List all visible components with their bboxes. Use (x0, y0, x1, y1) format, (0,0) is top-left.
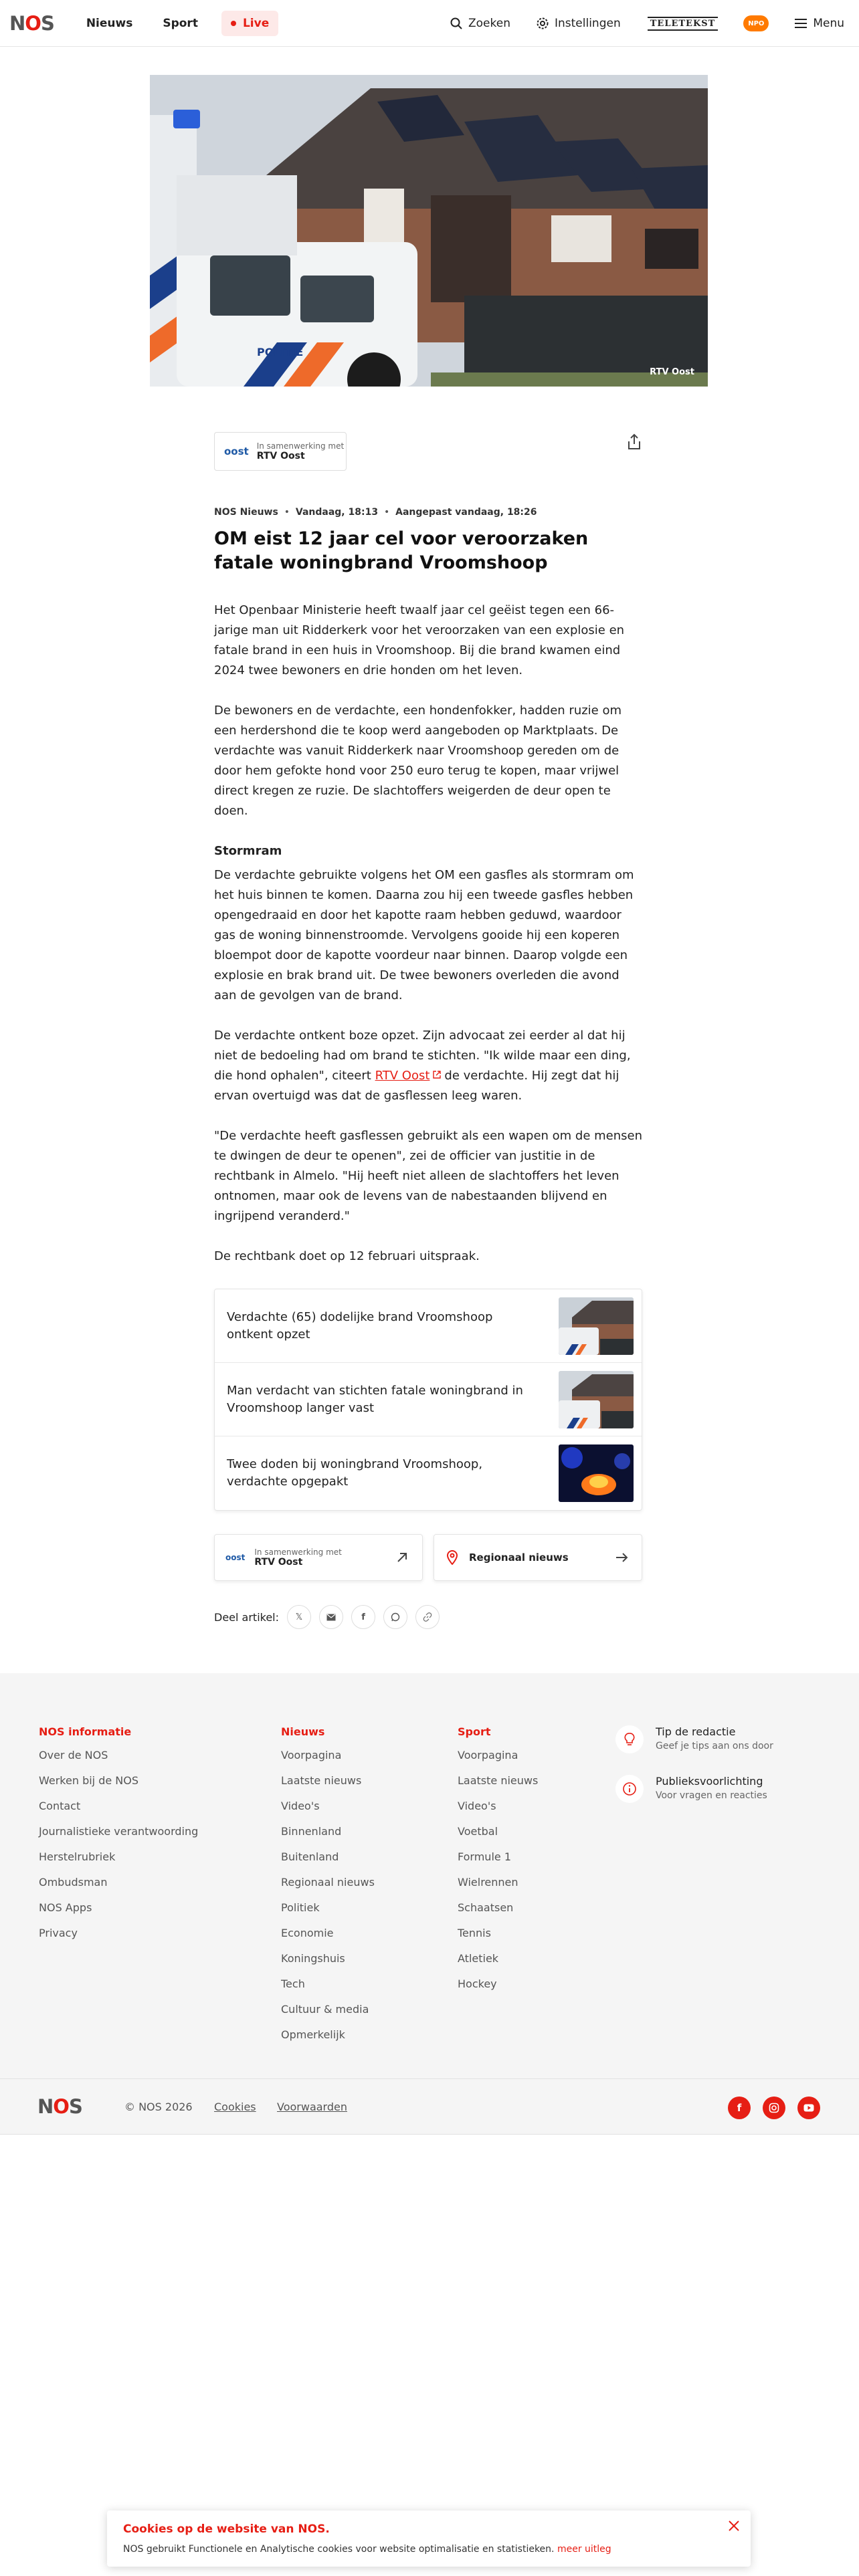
hamburger-icon (794, 18, 807, 29)
footer-heading: Nieuws (281, 1725, 325, 1738)
related-thumbnail (559, 1444, 634, 1502)
partner-text (257, 441, 344, 461)
footer-link[interactable]: Herstelrubriek (39, 1850, 116, 1863)
cookie-title: Cookies op de website van NOS. (123, 2523, 330, 2536)
footer-link[interactable]: Cultuur & media (281, 2003, 369, 2016)
terms-link[interactable]: Voorwaarden (277, 2101, 347, 2113)
teletekst-logo[interactable]: TELETEKST (648, 17, 719, 31)
footer-link[interactable]: Contact (39, 1800, 81, 1812)
image-credit: RTV Oost (650, 367, 694, 377)
tip-text (656, 1725, 773, 1751)
footer-bottom-bar (0, 2078, 859, 2135)
tip-subtitle: Voor vragen en reacties (656, 1790, 767, 1801)
main-nav (86, 11, 278, 36)
footer-link[interactable]: Tech (281, 1977, 305, 1990)
footer (0, 1673, 859, 2078)
search-button[interactable] (450, 17, 510, 30)
youtube-social-button[interactable] (797, 2097, 820, 2119)
meta-separator: • (281, 507, 296, 518)
publieksvoorlichting-link[interactable] (615, 1775, 767, 1803)
footer-link[interactable]: Schaatsen (458, 1901, 514, 1914)
footer-link[interactable]: Economie (281, 1927, 334, 1939)
paragraph: De bewoners en de verdachte, een hondenfokker, hadden ruzie om een herdershond die te koop werd aangeboden op Marktplaats. De verdachte was vanuit Ridderkerk naar Vroomshoop gereden om de door hem gefokte hond voor 250 euro terug te kopen, maar vrijwel direct kregen ze ruzie. De slachtoffers weigerden de deur open te doen. (214, 704, 622, 818)
share-row (214, 1605, 448, 1629)
nav-item-nieuws[interactable]: Nieuws (86, 16, 133, 30)
related-articles (214, 1289, 642, 1511)
published-time: Vandaag, 18:13 (295, 507, 379, 518)
tip-subtitle: Geef je tips aan ons door (656, 1741, 773, 1751)
footer-link[interactable]: Atletiek (458, 1952, 499, 1965)
copy-link-button[interactable] (415, 1605, 440, 1629)
footer-link[interactable]: Wielrennen (458, 1876, 518, 1889)
search-label: Zoeken (468, 17, 510, 30)
paragraph: De rechtbank doet op 12 februari uitspraak. (214, 1249, 480, 1263)
share-icon (626, 433, 642, 451)
footer-link[interactable]: Buitenland (281, 1850, 339, 1863)
cookie-text (123, 2544, 611, 2555)
rtv-oost-logo: oost (225, 1553, 246, 1562)
live-dot-icon (231, 21, 236, 26)
footer-link[interactable]: Binnenland (281, 1825, 342, 1838)
related-title: Man verdacht van stichten fatale woningbrand in Vroomshoop langer vast (227, 1383, 523, 1415)
share-x-button[interactable] (287, 1605, 311, 1629)
footer-link[interactable]: Hockey (458, 1977, 497, 1990)
related-title: Twee doden bij woningbrand Vroomshoop, verdachte opgepakt (227, 1457, 483, 1489)
tip-title: Tip de redactie (656, 1725, 736, 1738)
hero-image (150, 75, 708, 387)
paragraph-text: de verdachte. Hij zegt dat hij ervan overtuigd was dat de gasflessen leeg waren. (214, 1069, 619, 1103)
cookie-more-link[interactable]: meer uitleg (557, 2544, 611, 2555)
facebook-social-button[interactable] (728, 2097, 751, 2119)
footer-link[interactable]: Video's (281, 1800, 320, 1812)
cookie-banner (107, 2510, 751, 2567)
article-source: NOS Nieuws (214, 507, 278, 518)
menu-label: Menu (813, 17, 844, 30)
paragraph: "De verdachte heeft gasflessen gebruikt als een wapen om de mensen te dwingen de deur te openen", zei de officier van justitie in de rechtbank in Almelo. "Hij heeft niet alleen de slachtoffers het leven ontnomen, maar ook de levens van de nabestaanden blijvend en ingrijpend veranderd." (214, 1129, 643, 1223)
regional-news-label: Regionaal nieuws (469, 1551, 569, 1564)
footer-link[interactable]: Formule 1 (458, 1850, 511, 1863)
share-button[interactable] (626, 433, 642, 453)
footer-link[interactable]: Politiek (281, 1901, 320, 1914)
article-body (214, 601, 645, 1287)
email-icon (326, 1614, 336, 1621)
footer-col-nos-informatie (39, 1725, 198, 1952)
footer-heading: Sport (458, 1725, 491, 1738)
settings-button[interactable] (536, 17, 621, 30)
footer-link[interactable]: Opmerkelijk (281, 2028, 345, 2041)
footer-link[interactable]: Koningshuis (281, 1952, 345, 1965)
x-icon: 𝕏 (295, 1612, 303, 1622)
paragraph: De verdachte gebruikte volgens het OM een gasfles als stormram om het huis binnen te komen. Daarna zou hij een tweede gasfles hebben opengedraaid en door het kapotte raam hebben geduwd, waardoor gas de woning binnenstroomde. Vervolgens gooide hij een koperen bloempot door de kapotte voordeur naar binnen. Daarop volgde een explosie en brak brand uit. De twee bewoners overleden die avond aan de gevolgen van de brand. (214, 868, 634, 1002)
partner-name: RTV Oost (256, 451, 305, 461)
footer-link[interactable]: Tennis (458, 1927, 491, 1939)
rtv-oost-card[interactable] (214, 1534, 423, 1581)
cookie-close-button[interactable] (727, 2518, 741, 2536)
share-whatsapp-button[interactable] (383, 1605, 407, 1629)
youtube-icon (803, 2104, 814, 2112)
tip-redactie-link[interactable] (615, 1725, 773, 1753)
updated-time: Aangepast vandaag, 18:26 (395, 507, 537, 518)
instagram-icon (769, 2103, 779, 2113)
card-partner-name: RTV Oost (254, 1557, 303, 1568)
facebook-icon: f (361, 1612, 365, 1622)
gear-icon (536, 17, 549, 30)
footer-col-sport (458, 1725, 538, 2003)
article-title: OM eist 12 jaar cel voor veroorzaken fatale woningbrand Vroomshoop (214, 528, 589, 573)
live-button[interactable] (221, 11, 278, 36)
share-facebook-button[interactable] (351, 1605, 375, 1629)
tip-title: Publieksvoorlichting (656, 1775, 763, 1788)
menu-button[interactable] (794, 17, 844, 30)
arrow-right-icon (613, 1549, 630, 1566)
rtv-oost-logo: oost (224, 445, 249, 457)
close-icon (727, 2518, 741, 2533)
paragraph (214, 1026, 645, 1106)
footer-heading: NOS informatie (39, 1725, 132, 1738)
footer-link[interactable]: NOS Apps (39, 1901, 92, 1914)
share-email-button[interactable] (319, 1605, 343, 1629)
footer-link[interactable]: Regionaal nieuws (281, 1876, 375, 1889)
instagram-social-button[interactable] (763, 2097, 785, 2119)
footer-link[interactable]: Voorpagina (458, 1749, 518, 1761)
nav-item-sport[interactable]: Sport (163, 16, 198, 30)
share-label: Deel artikel: (214, 1610, 280, 1624)
copyright: © NOS 2026 (124, 2101, 193, 2113)
article-meta (214, 507, 537, 518)
related-thumbnail (559, 1371, 634, 1428)
related-thumbnail (559, 1297, 634, 1355)
arrow-up-right-icon (394, 1549, 410, 1566)
footer-link[interactable]: Video's (458, 1800, 496, 1812)
info-icon (615, 1775, 644, 1803)
tip-text (656, 1775, 767, 1801)
partner-small-label: In samenwerking met (256, 441, 345, 451)
subheading: Stormram (214, 844, 282, 858)
regional-news-card[interactable] (434, 1534, 642, 1581)
facebook-icon: f (737, 2102, 742, 2114)
footer-link[interactable]: Laatste nieuws (281, 1774, 362, 1787)
footer-col-nieuws (281, 1725, 375, 2054)
meta-separator: • (381, 507, 396, 518)
related-title: Verdachte (65) dodelijke brand Vroomshoop ontkent opzet (227, 1309, 493, 1341)
settings-label: Instellingen (554, 17, 621, 30)
cookies-link[interactable]: Cookies (214, 2101, 256, 2113)
footer-link[interactable]: Ombudsman (39, 1876, 108, 1889)
paragraph: Het Openbaar Ministerie heeft twaalf jaar cel geëist tegen een 66-jarige man uit Ridderkerk voor het veroorzaken van een explosie en fatale brand in een huis in Vroomshoop. Bij die brand kwamen eind 2024 twee bewoners en drie honden om het leven. (214, 603, 625, 677)
external-link-icon (432, 1070, 442, 1079)
header-tools (424, 0, 844, 47)
top-navigation (0, 0, 859, 47)
related-article[interactable] (215, 1436, 642, 1510)
footer-link[interactable]: Journalistieke verantwoording (39, 1825, 199, 1838)
related-article[interactable] (215, 1289, 642, 1363)
location-pin-icon (446, 1550, 458, 1565)
whatsapp-icon (391, 1612, 400, 1622)
cookie-description: NOS gebruikt Functionele en Analytische cookies voor website optimalisatie en statistieken. (123, 2544, 555, 2555)
partner-badge[interactable] (214, 432, 347, 471)
footer-nos-logo[interactable]: NOS (37, 2095, 82, 2118)
footer-link[interactable]: Over de NOS (39, 1749, 108, 1761)
card-small-label: In samenwerking met (254, 1547, 342, 1557)
live-label: Live (242, 16, 270, 30)
nos-logo[interactable]: NOS (9, 11, 54, 35)
lightbulb-icon (615, 1725, 644, 1753)
npo-logo[interactable]: NPO (743, 15, 769, 31)
footer-link[interactable]: Privacy (39, 1927, 78, 1939)
svg-text:POLITIE: POLITIE (257, 346, 304, 358)
search-icon (450, 17, 463, 30)
rtv-oost-link[interactable]: RTV Oost (375, 1069, 430, 1083)
paragraph-text: De verdachte ontkent boze opzet. Zijn advocaat zei eerder al dat hij niet de bedoeling had om brand te stichten. "Ik wilde maar een ding, die hond ophalen", citeert (214, 1029, 631, 1083)
link-icon (423, 1612, 432, 1622)
card-text (254, 1547, 341, 1568)
related-article[interactable] (215, 1363, 642, 1436)
footer-link[interactable]: Laatste nieuws (458, 1774, 539, 1787)
footer-link[interactable]: Voetbal (458, 1825, 498, 1838)
footer-link[interactable]: Voorpagina (281, 1749, 342, 1761)
footer-link[interactable]: Werken bij de NOS (39, 1774, 139, 1787)
